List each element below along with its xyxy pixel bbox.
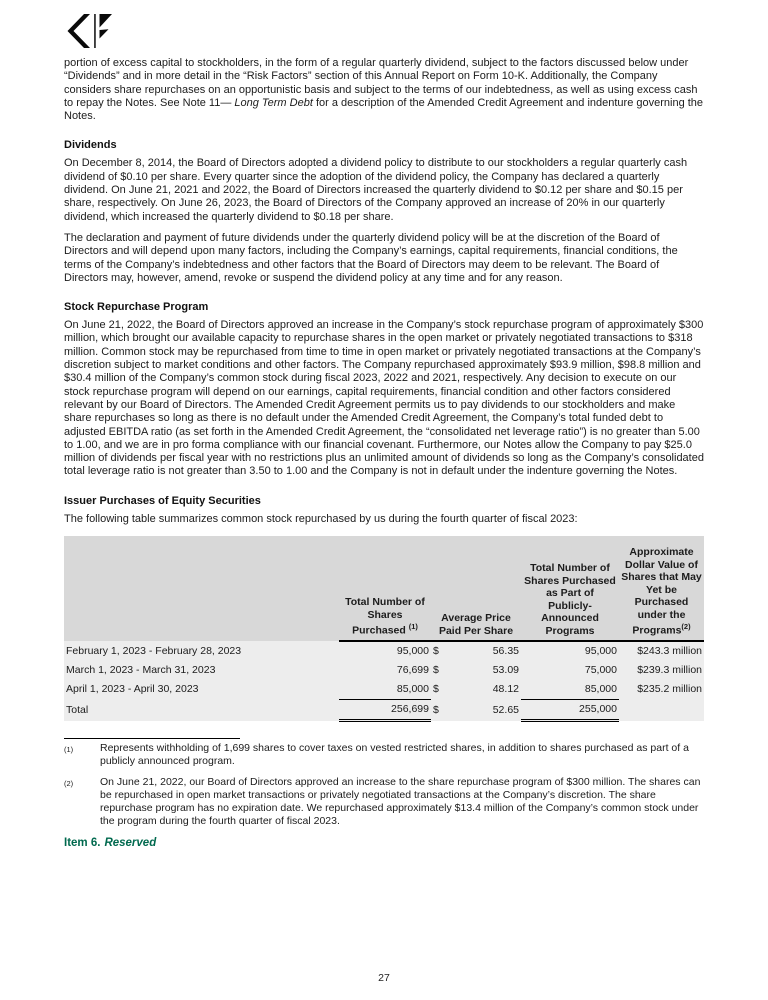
header-total-shares-label: Total Number of Shares Purchased <box>345 596 425 637</box>
item-6-label: Item 6. <box>64 837 101 850</box>
footnote-2 <box>64 776 704 828</box>
footnote-1-marker: (1) <box>64 745 74 755</box>
cell-dollar-value: $243.3 million <box>619 641 704 661</box>
header-total-shares-footnote-ref: (1) <box>408 622 418 632</box>
cell-dollar-value: $239.3 million <box>619 661 704 680</box>
cell-total-shares: 76,699 <box>339 661 431 680</box>
header-total-shares <box>339 536 431 641</box>
cell-total-label: Total <box>64 700 339 721</box>
cell-avg-price: 56.35 <box>449 641 521 661</box>
header-dollar-value-footnote-ref: (2) <box>681 622 691 632</box>
kf-monogram-icon <box>64 14 112 48</box>
item-6-heading <box>64 837 704 849</box>
cell-program-shares: 85,000 <box>521 680 619 700</box>
header-program-shares <box>521 536 619 641</box>
stock-repurchase-heading: Stock Repurchase Program <box>64 301 209 314</box>
repurchase-table-header <box>64 536 704 641</box>
cell-currency: $ <box>431 641 449 661</box>
intro-note-reference: Long Term Debt <box>234 96 313 109</box>
page-number: 27 <box>378 972 390 984</box>
header-dollar-value-label: Approximate Dollar Value of Shares that May Yet be Purchased under the Programs <box>621 546 702 637</box>
dividends-paragraph-1: On December 8, 2014, the Board of Directors adopted a dividend policy to distribute to our stockholders a regular quarterly cash dividend of $0.10 per share. Every quarter since the adoption of the dividend policy, the Company has declared a quarterly dividend. On June 21, 2021 and 2022, the Board of Directors increased the quarterly dividend to $0.12 per share and $0.15 per share, respectively. On June 26, 2023, the Board of Directors of the Company approved an increase of 20% in our quarterly dividend, which increased the quarterly dividend to $0.18 per share. <box>64 157 688 223</box>
footnote-2-marker: (2) <box>64 779 74 789</box>
cell-period: February 1, 2023 - February 28, 2023 <box>64 641 339 661</box>
stock-repurchase-paragraph: On June 21, 2022, the Board of Directors approved an increase in the Company’s stock repurchase program of approximately $300 million, which brought our available capacity to repurchase shares in the open market or privately negotiated transactions to $318 million. Common stock may be repurchased from time to time in open market or privately negotiated transactions at the Company’s discretion subject to market conditions and other factors. The Company repurchased approximately $93.9 million, $98.8 million and $30.4 million of the Company’s common stock during fiscal 2023, 2022 and 2021, respectively. Any decision to execute on our stock repurchase program will depend on our earnings, capital requirements, financial condition and other factors considered relevant by our Board of Directors. The Amended Credit Agreement permits us to pay dividends to our stockholders and make share repurchases so long as there is no default under the Amended Credit Agreement, the Company’s total funded debt to adjusted EBITDA ratio (as set forth in the Amended Credit Agreement, the “consolidated net leverage ratio”) is no greater than 5.00 to 1.00, and we are in pro forma compliance with our financial covenant. Furthermore, our Notes allow the Company to pay $25.0 million of dividends per fiscal year with no restrictions plus an unlimited amount of dividends so long as the Company’s consolidated total leverage ratio is not greater than 3.50 to 1.00 and the Company is not in default under the indenture governing the Notes. <box>64 319 704 478</box>
header-dollar-value <box>619 536 704 641</box>
issuer-purchases-heading: Issuer Purchases of Equity Securities <box>64 494 261 507</box>
dividends-paragraph-2: The declaration and payment of future dividends under the quarterly dividend policy will be at the discretion of the Board of Directors and will depend upon many factors, including the Company’s earnings, capital requirements, financial conditions, the terms of the Company’s indebtedness and other factors that the Board of Directors may deem to be relevant. The Board of Directors may, however, amend, revoke or suspend the dividend policy at any time and for any reason. <box>64 231 678 284</box>
korn-ferry-logo <box>64 14 704 48</box>
intro-text-before: portion of excess capital to stockholders, in the form of a regular quarterly dividend, subject to the factors discussed below under “Dividends” and in more detail in the “Risk Factors” section of this Annual Report on Form 10-K. Additionally, the Company considers share repurchases on an opportunistic basis and subject to the terms of our indebtedness, as well as using excess cash to repay the Notes. See Note 11— <box>64 57 698 109</box>
header-program-shares-label: Total Number of Shares Purchased as Part of Publicly-Announced Programs <box>524 562 616 637</box>
header-avg-price-label: Average Price Paid Per Share <box>438 612 514 637</box>
cell-program-shares: 75,000 <box>521 661 619 680</box>
cell-currency: $ <box>431 680 449 700</box>
cell-dollar-value: $235.2 million <box>619 680 704 700</box>
header-period <box>64 536 339 641</box>
cell-currency: $ <box>431 661 449 680</box>
cell-avg-price-total: 52.65 <box>449 700 521 721</box>
footnote-separator-line <box>64 738 240 739</box>
table-intro-paragraph: The following table summarizes common stock repurchased by us during the fourth quarter of fiscal 2023: <box>64 512 578 525</box>
cell-program-shares: 95,000 <box>521 641 619 661</box>
cell-dollar-value-empty <box>619 700 704 721</box>
cell-program-shares-sum: 255,000 <box>521 700 619 721</box>
table-header-row <box>64 536 704 641</box>
table-row <box>64 641 704 661</box>
cell-total-shares-sum: 256,699 <box>339 700 431 721</box>
cell-period: April 1, 2023 - April 30, 2023 <box>64 680 339 700</box>
table-total-row <box>64 700 704 721</box>
header-avg-price <box>431 536 521 641</box>
footnote-2-text: On June 21, 2022, our Board of Directors approved an increase to the share repurchase program of $300 million. The shares can be repurchased in open market transactions or privately negotiated transactions at the Company’s discretion. The share repurchase program has no expiration date. We repurchased approximately $13.4 million of the Company’s common stock under the program during the fourth quarter of fiscal 2023. <box>100 776 701 828</box>
dividends-heading: Dividends <box>64 139 117 152</box>
item-6-title: Reserved <box>104 837 157 850</box>
cell-total-shares: 95,000 <box>339 641 431 661</box>
table-row <box>64 661 704 680</box>
intro-text-after: for a description of the Amended Credit Agreement and indenture governing the Notes. <box>64 96 704 123</box>
cell-period: March 1, 2023 - March 31, 2023 <box>64 661 339 680</box>
cell-currency: $ <box>431 700 449 721</box>
cell-avg-price: 48.12 <box>449 680 521 700</box>
footnote-1 <box>64 742 704 768</box>
repurchase-table-body <box>64 641 704 721</box>
intro-paragraph <box>64 57 704 123</box>
footnote-1-text: Represents withholding of 1,699 shares to cover taxes on vested restricted shares, in addition to shares purchased as part of a publicly announced program. <box>100 742 689 768</box>
repurchase-table <box>64 536 704 722</box>
cell-total-shares: 85,000 <box>339 680 431 700</box>
table-row <box>64 680 704 700</box>
cell-avg-price: 53.09 <box>449 661 521 680</box>
